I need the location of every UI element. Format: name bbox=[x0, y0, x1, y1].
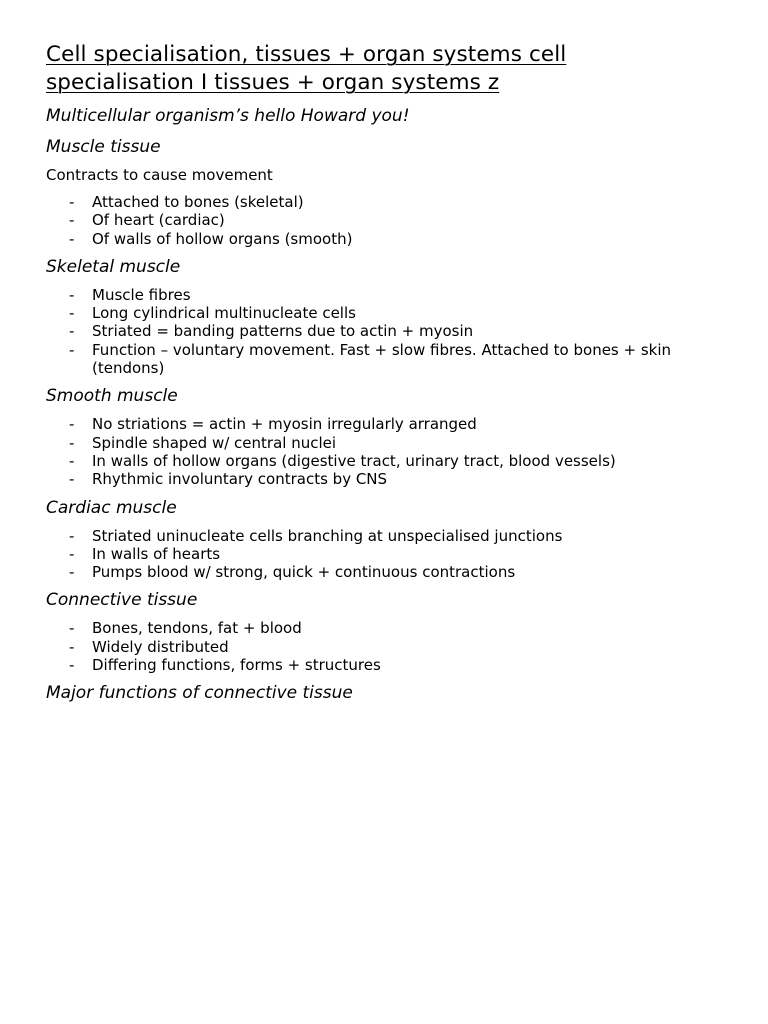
section-heading: Cardiac muscle bbox=[46, 497, 177, 518]
list-item bbox=[46, 286, 728, 304]
list-item-text: In walls of hollow organs (digestive tract, urinary tract, blood vessels) bbox=[92, 451, 616, 470]
list-item bbox=[46, 230, 728, 248]
bullet-list bbox=[46, 286, 728, 377]
list-item bbox=[46, 304, 728, 322]
dash-marker: - bbox=[69, 304, 75, 323]
document-title-line-2: specialisation I tissues + organ systems z bbox=[46, 70, 500, 95]
document-title bbox=[46, 41, 728, 97]
dash-marker: - bbox=[69, 322, 75, 341]
section-muscle-tissue bbox=[46, 136, 728, 248]
dash-marker: - bbox=[69, 470, 75, 489]
dash-marker: - bbox=[69, 433, 75, 452]
bullet-list bbox=[46, 527, 728, 582]
list-item-text: Widely distributed bbox=[92, 637, 229, 656]
dash-marker: - bbox=[69, 619, 75, 638]
list-item bbox=[46, 470, 728, 488]
section-smooth-muscle bbox=[46, 385, 728, 488]
dash-marker: - bbox=[69, 563, 75, 582]
dash-marker: - bbox=[69, 451, 75, 470]
bullet-list bbox=[46, 193, 728, 248]
dash-marker: - bbox=[69, 656, 75, 675]
dash-marker: - bbox=[69, 285, 75, 304]
dash-marker: - bbox=[69, 211, 75, 230]
list-item-text: Striated = banding patterns due to actin + myosin bbox=[92, 322, 474, 341]
document-subtitle: Multicellular organism’s hello Howard you! bbox=[46, 106, 410, 126]
list-item-text: Pumps blood w/ strong, quick + continuous contractions bbox=[92, 563, 516, 582]
dash-marker: - bbox=[69, 637, 75, 656]
section-heading: Connective tissue bbox=[46, 590, 198, 611]
list-item-text: Attached to bones (skeletal) bbox=[92, 193, 304, 211]
section-heading: Muscle tissue bbox=[46, 137, 161, 157]
dash-marker: - bbox=[69, 544, 75, 563]
list-item bbox=[46, 527, 728, 545]
bullet-list bbox=[46, 619, 728, 674]
list-item bbox=[46, 341, 728, 378]
list-item-text: No striations = actin + myosin irregularly arranged bbox=[92, 415, 477, 434]
dash-marker: - bbox=[69, 229, 75, 248]
list-item-text: Of walls of hollow organs (smooth) bbox=[92, 229, 353, 248]
list-item-text: Muscle fibres bbox=[92, 285, 191, 304]
section-major-functions bbox=[46, 682, 728, 704]
list-item bbox=[46, 415, 728, 433]
list-item-text: Rhythmic involuntary contracts by CNS bbox=[92, 470, 388, 489]
list-item bbox=[46, 211, 728, 229]
list-item bbox=[46, 193, 728, 211]
section-intro: Contracts to cause movement bbox=[46, 166, 273, 184]
section-connective-tissue bbox=[46, 589, 728, 674]
section-heading: Skeletal muscle bbox=[46, 256, 181, 277]
list-item-text: Differing functions, forms + structures bbox=[92, 656, 381, 675]
list-item bbox=[46, 434, 728, 452]
list-item-text: In walls of hearts bbox=[92, 544, 221, 563]
list-item-text: Long cylindrical multinucleate cells bbox=[92, 304, 356, 323]
dash-marker: - bbox=[69, 193, 75, 211]
list-item bbox=[46, 656, 728, 674]
list-item-text: Spindle shaped w/ central nuclei bbox=[92, 433, 337, 452]
list-item bbox=[46, 322, 728, 340]
section-cardiac-muscle bbox=[46, 497, 728, 582]
list-item-text: Of heart (cardiac) bbox=[92, 211, 225, 230]
list-item bbox=[46, 563, 728, 581]
document-title-line-1: Cell specialisation, tissues + organ systems cell bbox=[46, 42, 567, 67]
section-heading: Smooth muscle bbox=[46, 386, 178, 407]
list-item bbox=[46, 638, 728, 656]
dash-marker: - bbox=[69, 340, 75, 359]
section-heading: Major functions of connective tissue bbox=[46, 683, 353, 704]
list-item-text: Bones, tendons, fat + blood bbox=[92, 619, 302, 638]
list-item-text: Striated uninucleate cells branching at unspecialised junctions bbox=[92, 526, 563, 545]
list-item bbox=[46, 452, 728, 470]
bullet-list bbox=[46, 415, 728, 488]
section-skeletal-muscle bbox=[46, 256, 728, 377]
list-item-text: Function – voluntary movement. Fast + slow fibres. Attached to bones + skin (tendons) bbox=[92, 340, 672, 378]
list-item bbox=[46, 545, 728, 563]
dash-marker: - bbox=[69, 415, 75, 434]
list-item bbox=[46, 619, 728, 637]
dash-marker: - bbox=[69, 526, 75, 545]
